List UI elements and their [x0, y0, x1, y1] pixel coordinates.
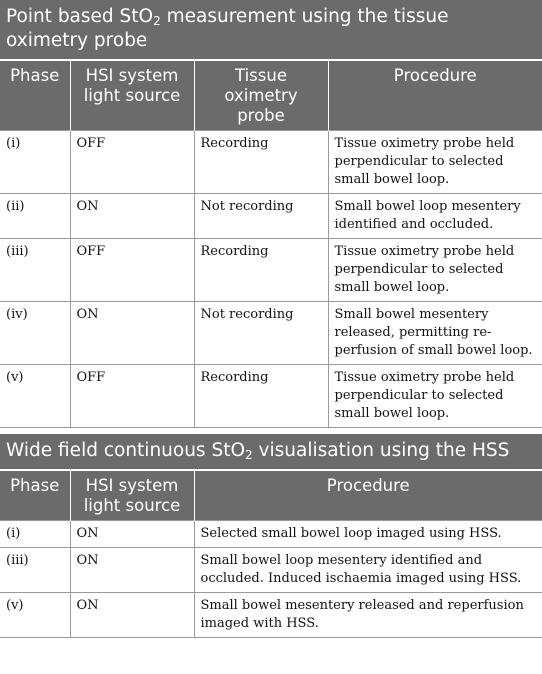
- table-row: [0, 194, 542, 239]
- cell-procedure: Small bowel mesentery released and reperfusion imaged with HSS.: [194, 593, 542, 638]
- section2-table: [0, 471, 542, 638]
- header-light-source: HSI system light source: [70, 471, 194, 521]
- cell-probe: Not recording: [194, 194, 328, 239]
- header-phase: Phase: [0, 471, 70, 521]
- table-row: [0, 239, 542, 302]
- table-row: [0, 521, 542, 548]
- cell-procedure: Small bowel loop mesentery identified and occluded.: [328, 194, 542, 239]
- header-procedure: Procedure: [328, 61, 542, 131]
- table-row: [0, 365, 542, 428]
- cell-phase: (i): [0, 131, 70, 194]
- cell-light: OFF: [70, 239, 194, 302]
- header-procedure: Procedure: [194, 471, 542, 521]
- cell-probe: Recording: [194, 131, 328, 194]
- cell-procedure: Small bowel loop mesentery identified and occluded. Induced ischaemia imaged using HSS.: [194, 548, 542, 593]
- cell-phase: (iii): [0, 239, 70, 302]
- section1-title-post: measurement using the tissue oximetry probe: [6, 6, 449, 51]
- cell-probe: Not recording: [194, 302, 328, 365]
- section1-header-row: [0, 61, 542, 131]
- cell-probe: Recording: [194, 239, 328, 302]
- section1-title: [0, 0, 542, 61]
- section1-title-pre: Point based StO: [6, 6, 154, 27]
- cell-light: OFF: [70, 131, 194, 194]
- cell-phase: (iii): [0, 548, 70, 593]
- section2-title-post: visualisation using the HSS: [252, 440, 510, 461]
- cell-procedure: Tissue oximetry probe held perpendicular to selected small bowel loop.: [328, 131, 542, 194]
- cell-light: ON: [70, 521, 194, 548]
- header-probe: Tissue oximetry probe: [194, 61, 328, 131]
- header-phase: Phase: [0, 61, 70, 131]
- section2-title-sub: 2: [245, 448, 253, 462]
- cell-phase: (i): [0, 521, 70, 548]
- cell-light: ON: [70, 548, 194, 593]
- table-row: [0, 548, 542, 593]
- cell-probe: Recording: [194, 365, 328, 428]
- cell-procedure: Small bowel mesentery released, permitting re-perfusion of small bowel loop.: [328, 302, 542, 365]
- header-light-source: HSI system light source: [70, 61, 194, 131]
- cell-light: OFF: [70, 365, 194, 428]
- cell-procedure: Tissue oximetry probe held perpendicular to selected small bowel loop.: [328, 365, 542, 428]
- cell-phase: (v): [0, 593, 70, 638]
- cell-phase: (ii): [0, 194, 70, 239]
- section2-title-pre: Wide field continuous StO: [6, 440, 246, 461]
- cell-light: ON: [70, 593, 194, 638]
- cell-procedure: Tissue oximetry probe held perpendicular to selected small bowel loop.: [328, 239, 542, 302]
- cell-phase: (iv): [0, 302, 70, 365]
- table-row: [0, 131, 542, 194]
- section1-title-sub: 2: [153, 14, 161, 28]
- table-row: [0, 302, 542, 365]
- section2-header-row: [0, 471, 542, 521]
- cell-procedure: Selected small bowel loop imaged using HSS.: [194, 521, 542, 548]
- cell-light: ON: [70, 302, 194, 365]
- section2-title: [0, 432, 542, 471]
- cell-phase: (v): [0, 365, 70, 428]
- section1-table: [0, 61, 542, 428]
- cell-light: ON: [70, 194, 194, 239]
- table-row: [0, 593, 542, 638]
